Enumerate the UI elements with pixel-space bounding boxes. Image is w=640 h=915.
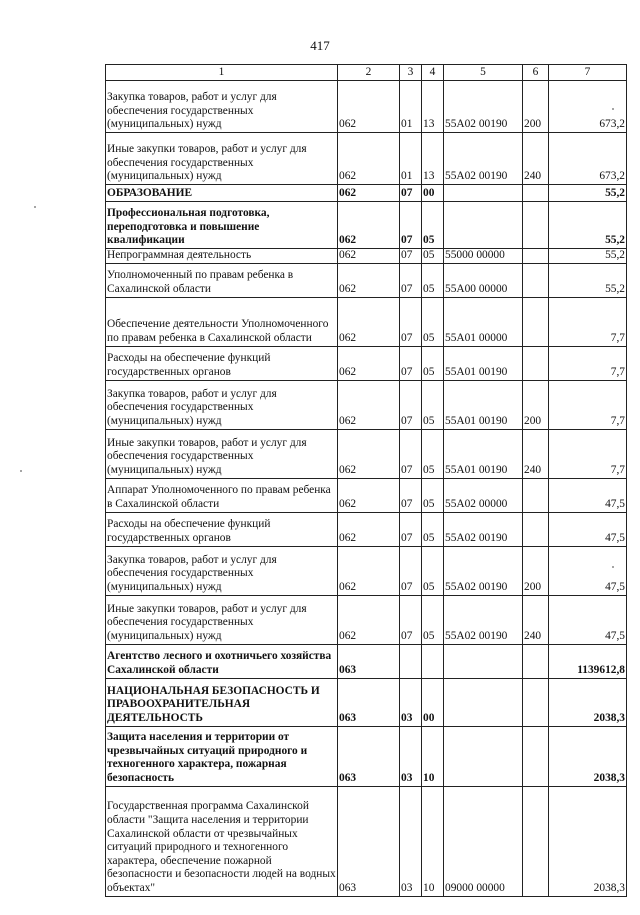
target-article-code: 55А01 00190 xyxy=(444,429,523,478)
header-cell: 1 xyxy=(106,65,338,81)
target-article-code: 55А02 00190 xyxy=(444,595,523,644)
expense-type-code: 200 xyxy=(523,81,549,133)
expense-type-code xyxy=(523,346,549,380)
amount: 7,7 xyxy=(549,297,627,346)
section-code: 03 xyxy=(400,786,422,896)
page-number: 417 xyxy=(310,38,330,53)
expense-type-code xyxy=(523,644,549,678)
ved-code: 062 xyxy=(338,478,400,512)
target-article-code: 55000 00000 xyxy=(444,249,523,264)
subsection-code: 05 xyxy=(422,346,444,380)
target-article-code: 55А00 00000 xyxy=(444,263,523,297)
target-article-code: 55А02 00190 xyxy=(444,81,523,133)
ved-code: 062 xyxy=(338,512,400,546)
ved-code: 062 xyxy=(338,429,400,478)
amount: 55,2 xyxy=(549,202,627,249)
amount: 47,5 xyxy=(549,512,627,546)
subsection-code: 05 xyxy=(422,202,444,249)
amount: 47,5 xyxy=(549,546,627,595)
amount: 55,2 xyxy=(549,185,627,202)
subsection-code: 10 xyxy=(422,786,444,896)
section-code: 07 xyxy=(400,380,422,429)
scan-speck xyxy=(612,566,614,568)
header-cell: 6 xyxy=(523,65,549,81)
row-name: Защита населения и территории от чрезвычайных ситуаций природного и техногенного характера, пожарная безопасность xyxy=(106,726,338,786)
subsection-code: 05 xyxy=(422,478,444,512)
expense-type-code: 240 xyxy=(523,595,549,644)
ved-code: 062 xyxy=(338,595,400,644)
target-article-code: 55А01 00190 xyxy=(444,380,523,429)
amount: 7,7 xyxy=(549,380,627,429)
header-cell: 2 xyxy=(338,65,400,81)
section-code: 07 xyxy=(400,263,422,297)
ved-code: 062 xyxy=(338,346,400,380)
subsection-code: 05 xyxy=(422,512,444,546)
subsection-code: 00 xyxy=(422,678,444,726)
target-article-code xyxy=(444,185,523,202)
subsection-code: 05 xyxy=(422,249,444,264)
ved-code: 063 xyxy=(338,786,400,896)
section-code: 03 xyxy=(400,678,422,726)
row-name: Непрограммная деятельность xyxy=(106,249,338,264)
ved-code: 063 xyxy=(338,644,400,678)
scan-speck xyxy=(20,470,22,472)
expense-type-code xyxy=(523,678,549,726)
expense-type-code: 240 xyxy=(523,429,549,478)
expense-type-code xyxy=(523,185,549,202)
table-row xyxy=(106,478,627,512)
subsection-code: 05 xyxy=(422,263,444,297)
row-name: Закупка товаров, работ и услуг для обеспечения государственных (муниципальных) нужд xyxy=(106,380,338,429)
header-row xyxy=(106,65,627,81)
row-name: Обеспечение деятельности Уполномоченного по правам ребенка в Сахалинской области xyxy=(106,297,338,346)
row-name: Расходы на обеспечение функций государственных органов xyxy=(106,346,338,380)
header-cell: 4 xyxy=(422,65,444,81)
ved-code: 062 xyxy=(338,380,400,429)
subsection-code: 05 xyxy=(422,297,444,346)
amount: 55,2 xyxy=(549,263,627,297)
target-article-code xyxy=(444,202,523,249)
table-row xyxy=(106,81,627,133)
table-row xyxy=(106,380,627,429)
amount: 1139612,8 xyxy=(549,644,627,678)
subsection-code: 13 xyxy=(422,81,444,133)
scan-speck xyxy=(34,206,36,208)
target-article-code xyxy=(444,644,523,678)
section-code: 07 xyxy=(400,546,422,595)
row-name: Аппарат Уполномоченного по правам ребенка в Сахалинской области xyxy=(106,478,338,512)
row-name: Профессиональная подготовка, переподготовка и повышение квалификации xyxy=(106,202,338,249)
ved-code: 062 xyxy=(338,249,400,264)
section-code: 07 xyxy=(400,202,422,249)
subsection-code: 00 xyxy=(422,185,444,202)
ved-code: 062 xyxy=(338,81,400,133)
target-article-code: 55А01 00000 xyxy=(444,297,523,346)
ved-code: 062 xyxy=(338,202,400,249)
row-name: Иные закупки товаров, работ и услуг для обеспечения государственных (муниципальных) нужд xyxy=(106,429,338,478)
budget-table xyxy=(105,64,627,897)
amount: 7,7 xyxy=(549,346,627,380)
expense-type-code: 240 xyxy=(523,133,549,185)
section-code: 01 xyxy=(400,81,422,133)
row-name: ОБРАЗОВАНИЕ xyxy=(106,185,338,202)
expense-type-code xyxy=(523,202,549,249)
target-article-code: 55А02 00190 xyxy=(444,512,523,546)
section-code: 07 xyxy=(400,429,422,478)
table-row xyxy=(106,546,627,595)
target-article-code: 55А01 00190 xyxy=(444,346,523,380)
table-row xyxy=(106,726,627,786)
amount: 2038,3 xyxy=(549,726,627,786)
table-row xyxy=(106,185,627,202)
amount: 673,2 xyxy=(549,133,627,185)
table-row xyxy=(106,249,627,264)
section-code xyxy=(400,644,422,678)
ved-code: 062 xyxy=(338,185,400,202)
header-cell: 3 xyxy=(400,65,422,81)
table-row xyxy=(106,786,627,896)
section-code: 07 xyxy=(400,249,422,264)
expense-type-code xyxy=(523,512,549,546)
expense-type-code xyxy=(523,726,549,786)
section-code: 07 xyxy=(400,478,422,512)
amount: 7,7 xyxy=(549,429,627,478)
section-code: 07 xyxy=(400,297,422,346)
row-name: Закупка товаров, работ и услуг для обеспечения государственных (муниципальных) нужд xyxy=(106,81,338,133)
table-row xyxy=(106,202,627,249)
target-article-code xyxy=(444,678,523,726)
header-cell: 7 xyxy=(549,65,627,81)
header-cell: 5 xyxy=(444,65,523,81)
section-code: 01 xyxy=(400,133,422,185)
table-row xyxy=(106,429,627,478)
expense-type-code: 200 xyxy=(523,546,549,595)
section-code: 07 xyxy=(400,512,422,546)
table-row xyxy=(106,678,627,726)
row-name: Расходы на обеспечение функций государственных органов xyxy=(106,512,338,546)
table-row xyxy=(106,297,627,346)
subsection-code: 05 xyxy=(422,595,444,644)
ved-code: 063 xyxy=(338,678,400,726)
table-row xyxy=(106,263,627,297)
row-name: Государственная программа Сахалинской области "Защита населения и территории Сахалинской области от чрезвычайных ситуаций природного и техногенного характера, обеспечение пожарной безопасности и безопасности людей на водных объектах" xyxy=(106,786,338,896)
target-article-code: 55А02 00190 xyxy=(444,133,523,185)
table-row xyxy=(106,644,627,678)
table-row xyxy=(106,133,627,185)
subsection-code: 05 xyxy=(422,380,444,429)
amount: 47,5 xyxy=(549,595,627,644)
scan-speck xyxy=(612,108,614,110)
ved-code: 062 xyxy=(338,297,400,346)
ved-code: 062 xyxy=(338,263,400,297)
amount: 673,2 xyxy=(549,81,627,133)
table-row xyxy=(106,595,627,644)
table-row xyxy=(106,512,627,546)
subsection-code: 05 xyxy=(422,429,444,478)
ved-code: 062 xyxy=(338,133,400,185)
subsection-code: 13 xyxy=(422,133,444,185)
expense-type-code xyxy=(523,263,549,297)
ved-code: 062 xyxy=(338,546,400,595)
row-name: Уполномоченный по правам ребенка в Сахалинской области xyxy=(106,263,338,297)
row-name: Иные закупки товаров, работ и услуг для обеспечения государственных (муниципальных) нужд xyxy=(106,595,338,644)
target-article-code: 55А02 00000 xyxy=(444,478,523,512)
row-name: Агентство лесного и охотничьего хозяйства Сахалинской области xyxy=(106,644,338,678)
expense-type-code xyxy=(523,249,549,264)
target-article-code xyxy=(444,726,523,786)
amount: 55,2 xyxy=(549,249,627,264)
section-code: 03 xyxy=(400,726,422,786)
expense-type-code xyxy=(523,297,549,346)
subsection-code: 10 xyxy=(422,726,444,786)
amount: 2038,3 xyxy=(549,678,627,726)
expense-type-code: 200 xyxy=(523,380,549,429)
amount: 47,5 xyxy=(549,478,627,512)
row-name: Закупка товаров, работ и услуг для обеспечения государственных (муниципальных) нужд xyxy=(106,546,338,595)
ved-code: 063 xyxy=(338,726,400,786)
subsection-code: 05 xyxy=(422,546,444,595)
row-name: Иные закупки товаров, работ и услуг для обеспечения государственных (муниципальных) нужд xyxy=(106,133,338,185)
subsection-code xyxy=(422,644,444,678)
target-article-code: 09000 00000 xyxy=(444,786,523,896)
section-code: 07 xyxy=(400,185,422,202)
target-article-code: 55А02 00190 xyxy=(444,546,523,595)
expense-type-code xyxy=(523,478,549,512)
section-code: 07 xyxy=(400,346,422,380)
row-name: НАЦИОНАЛЬНАЯ БЕЗОПАСНОСТЬ И ПРАВООХРАНИТЕЛЬНАЯ ДЕЯТЕЛЬНОСТЬ xyxy=(106,678,338,726)
table-row xyxy=(106,346,627,380)
expense-type-code xyxy=(523,786,549,896)
section-code: 07 xyxy=(400,595,422,644)
amount: 2038,3 xyxy=(549,786,627,896)
